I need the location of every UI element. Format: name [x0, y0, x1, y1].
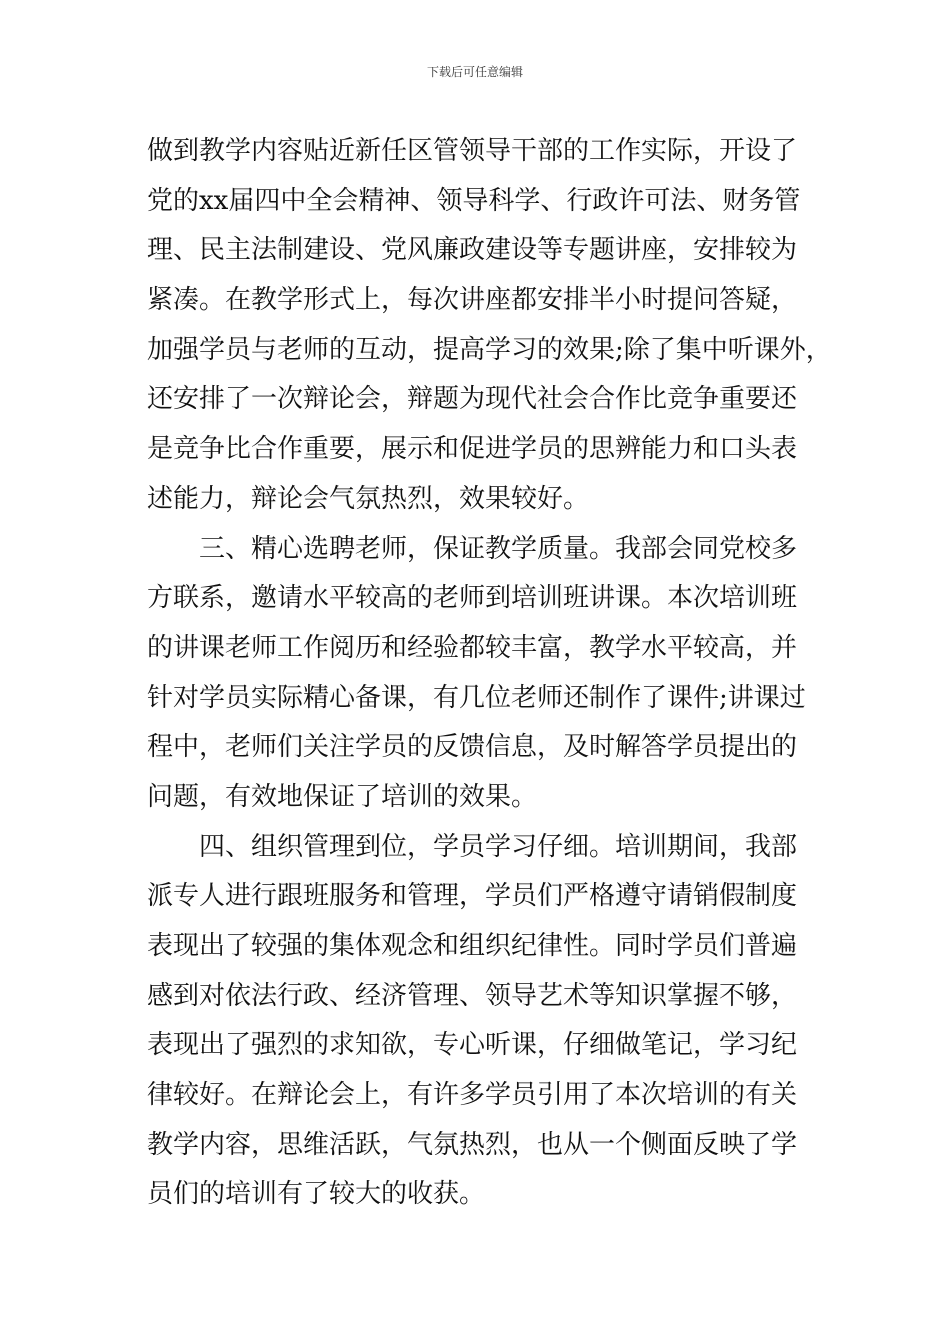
text-line: 感到对依法行政、经济管理、领导艺术等知识掌握不够，	[147, 980, 798, 1011]
text-line: 紧凑。在教学形式上，每次讲座都安排半小时提问答疑，	[147, 285, 798, 316]
text-line: 党的xx届四中全会精神、领导科学、行政许可法、财务管	[147, 185, 801, 216]
text-line: 问题，有效地保证了培训的效果。	[147, 781, 538, 812]
text-line: 针对学员实际精心备课，有几位老师还制作了课件;讲课过	[147, 682, 806, 713]
text-line: 还安排了一次辩论会，辩题为现代社会合作比竞争重要还	[147, 384, 798, 415]
text-line: 做到教学内容贴近新任区管领导干部的工作实际，开设了	[147, 136, 798, 166]
text-line: 加强学员与老师的互动，提高学习的效果;除了集中听课外，	[147, 334, 832, 365]
page-header: 下载后可任意编辑	[426, 65, 523, 79]
text-line: 员们的培训有了较大的收获。	[147, 1179, 486, 1210]
body-text	[147, 127, 832, 1220]
text-line: 程中，老师们关注学员的反馈信息，及时解答学员提出的	[147, 732, 798, 763]
text-line: 派专人进行跟班服务和管理，学员们严格遵守请销假制度	[147, 881, 798, 912]
text-line: 四、组织管理到位，学员学习仔细。培训期间，我部	[147, 831, 798, 862]
text-line: 方联系，邀请水平较高的老师到培训班讲课。本次培训班	[147, 583, 798, 614]
text-line: 律较好。在辩论会上，有许多学员引用了本次培训的有关	[147, 1080, 798, 1111]
text-line: 述能力，辩论会气氛热烈，效果较好。	[147, 483, 590, 514]
text-line: 教学内容，思维活跃，气氛热烈，也从一个侧面反映了学	[147, 1129, 798, 1160]
text-line: 表现出了较强的集体观念和组织纪律性。同时学员们普遍	[147, 931, 798, 961]
text-line: 理、民主法制建设、党风廉政建设等专题讲座，安排较为	[147, 235, 798, 266]
text-line: 的讲课老师工作阅历和经验都较丰富，教学水平较高，并	[147, 632, 798, 663]
text-line: 是竞争比合作重要，展示和促进学员的思辨能力和口头表	[147, 434, 798, 465]
text-line: 三、精心选聘老师，保证教学质量。我部会同党校多	[147, 533, 798, 564]
text-line: 表现出了强烈的求知欲，专心听课，仔细做笔记，学习纪	[147, 1030, 798, 1061]
